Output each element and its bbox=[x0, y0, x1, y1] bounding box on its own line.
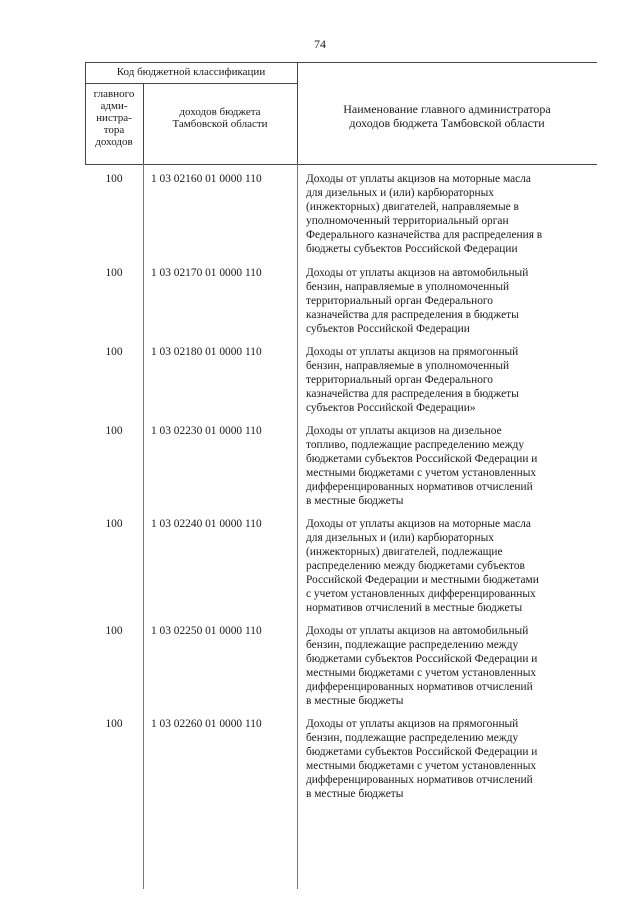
budget-code-cell: 1 03 02250 01 0000 110 bbox=[151, 625, 262, 637]
income-name-line: бюджеты субъектов Российской Федерации bbox=[306, 243, 518, 255]
income-name-line: бензин, направляемые в уполномоченный bbox=[306, 281, 510, 293]
header-line: Тамбовской области bbox=[172, 118, 268, 130]
income-name-line: Доходы от уплаты акцизов на моторные масла bbox=[306, 518, 531, 530]
income-name-cell bbox=[306, 172, 590, 256]
income-name-line: бюджетами субъектов Российской Федерации и bbox=[306, 453, 538, 465]
income-name-line: Федерального казначейства для распределения в bbox=[306, 229, 543, 241]
income-name-line: распределению между бюджетами субъектов bbox=[306, 560, 525, 572]
income-name-line: дифференцированных нормативов отчислений bbox=[306, 774, 533, 786]
header-line: адми- bbox=[100, 100, 128, 112]
income-name-cell bbox=[306, 717, 590, 801]
income-name-line: Российской Федерации и местными бюджетами bbox=[306, 574, 539, 586]
income-name-line: бензин, направляемые в уполномоченный bbox=[306, 360, 510, 372]
income-name-line: для дизельных и (или) карбюраторных bbox=[306, 187, 494, 199]
income-name-line: бензин, подлежащие распределению между bbox=[306, 732, 519, 744]
admin-code-cell: 100 bbox=[105, 267, 123, 279]
budget-code-cell: 1 03 02180 01 0000 110 bbox=[151, 346, 262, 358]
income-name-line: Доходы от уплаты акцизов на автомобильный bbox=[306, 625, 529, 637]
income-name-line: бюджетами субъектов Российской Федерации и bbox=[306, 746, 538, 758]
income-name-line: бюджетами субъектов Российской Федерации и bbox=[306, 653, 538, 665]
income-name-line: в местные бюджеты bbox=[306, 788, 404, 800]
income-name-line: с учетом установленных дифференцированных bbox=[306, 588, 536, 600]
income-name-line: субъектов Российской Федерации bbox=[306, 323, 470, 335]
group-header-divider bbox=[85, 83, 297, 84]
header-line: тора bbox=[103, 124, 125, 136]
header-line: нистра- bbox=[96, 112, 132, 124]
income-name-line: в местные бюджеты bbox=[306, 695, 404, 707]
income-name-line: субъектов Российской Федерации» bbox=[306, 402, 476, 414]
income-name-line: Доходы от уплаты акцизов на дизельное bbox=[306, 425, 502, 437]
admin-code-cell: 100 bbox=[105, 346, 123, 358]
income-name-line: местными бюджетами с учетом установленных bbox=[306, 760, 537, 772]
table-top-border bbox=[85, 62, 597, 63]
income-name-cell bbox=[306, 624, 590, 708]
income-name-line: Доходы от уплаты акцизов на прямогонный bbox=[306, 718, 519, 730]
income-name-line: (инжекторных) двигателей, направляемые в bbox=[306, 201, 519, 213]
body-col-divider-2 bbox=[297, 164, 298, 889]
income-name-line: нормативов отчислений в местные бюджеты bbox=[306, 602, 523, 614]
header-bottom-border bbox=[85, 164, 597, 165]
income-name-line: топливо, подлежащие распределению между bbox=[306, 439, 525, 451]
income-name-cell bbox=[306, 517, 590, 615]
header-admin-column bbox=[85, 88, 143, 148]
admin-code-cell: 100 bbox=[105, 625, 123, 637]
income-name-line: казначейства для распределения в бюджеты bbox=[306, 388, 519, 400]
income-name-line: местными бюджетами с учетом установленных bbox=[306, 667, 537, 679]
income-name-line: для дизельных и (или) карбюраторных bbox=[306, 532, 494, 544]
header-line: доходов бюджета Тамбовской области bbox=[349, 116, 545, 130]
income-name-line: Доходы от уплаты акцизов на прямогонный bbox=[306, 346, 519, 358]
income-name-line: бензин, подлежащие распределению между bbox=[306, 639, 519, 651]
header-line: Наименование главного администратора bbox=[343, 102, 551, 116]
income-name-line: в местные бюджеты bbox=[306, 495, 404, 507]
header-group-title: Код бюджетной классификации bbox=[116, 66, 266, 78]
income-name-cell bbox=[306, 345, 590, 415]
header-name-column bbox=[297, 102, 597, 130]
budget-code-cell: 1 03 02160 01 0000 110 bbox=[151, 173, 262, 185]
admin-code-cell: 100 bbox=[105, 518, 123, 530]
body-col-divider-1 bbox=[143, 164, 144, 889]
income-name-cell bbox=[306, 424, 590, 508]
page-number: 74 bbox=[314, 37, 326, 51]
income-name-line: уполномоченный территориальный орган bbox=[306, 215, 509, 227]
income-name-line: Доходы от уплаты акцизов на моторные масла bbox=[306, 173, 531, 185]
header-line: главного bbox=[93, 88, 135, 100]
budget-code-cell: 1 03 02170 01 0000 110 bbox=[151, 267, 262, 279]
income-name-line: территориальный орган Федерального bbox=[306, 295, 493, 307]
income-name-line: Доходы от уплаты акцизов на автомобильный bbox=[306, 267, 529, 279]
budget-code-cell: 1 03 02240 01 0000 110 bbox=[151, 518, 262, 530]
income-name-line: местными бюджетами с учетом установленных bbox=[306, 467, 537, 479]
header-line: доходов bbox=[95, 136, 133, 148]
admin-code-cell: 100 bbox=[105, 718, 123, 730]
admin-code-cell: 100 bbox=[105, 173, 123, 185]
admin-code-cell: 100 bbox=[105, 425, 123, 437]
header-code-column bbox=[143, 106, 297, 130]
budget-code-cell: 1 03 02260 01 0000 110 bbox=[151, 718, 262, 730]
income-name-line: дифференцированных нормативов отчислений bbox=[306, 481, 533, 493]
income-name-line: (инжекторных) двигателей, подлежащие bbox=[306, 546, 503, 558]
header-line: доходов бюджета bbox=[179, 106, 261, 118]
budget-code-cell: 1 03 02230 01 0000 110 bbox=[151, 425, 262, 437]
income-name-line: территориальный орган Федерального bbox=[306, 374, 493, 386]
income-name-line: дифференцированных нормативов отчислений bbox=[306, 681, 533, 693]
income-name-line: казначейства для распределения в бюджеты bbox=[306, 309, 519, 321]
income-name-cell bbox=[306, 266, 590, 336]
